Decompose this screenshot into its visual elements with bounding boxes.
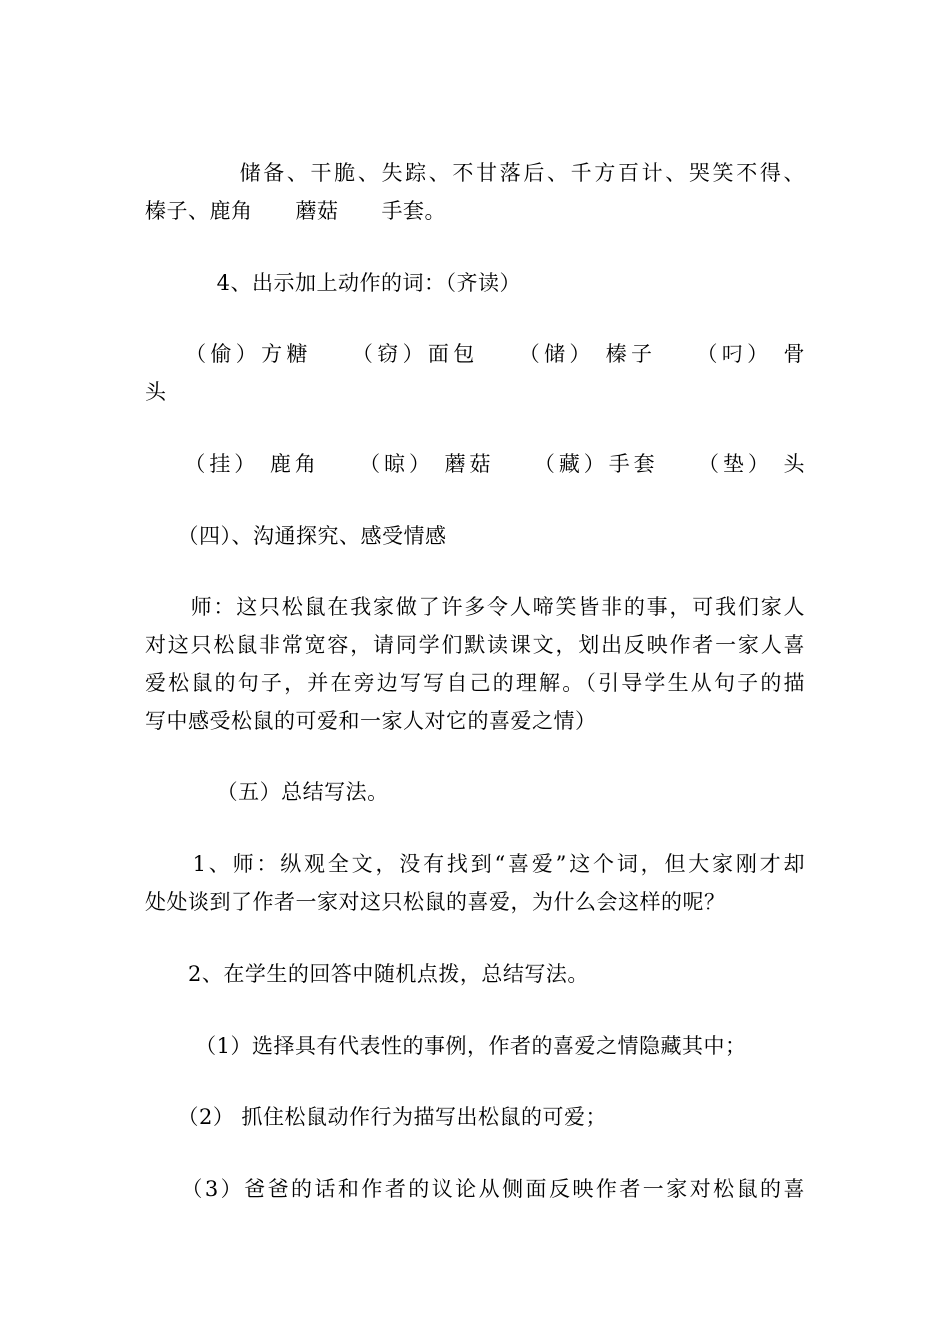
text-line-9: 对这只松鼠非常宽容，请同学们默读课文，划出反映作者一家人喜 <box>145 633 805 657</box>
text-line-5: 头 <box>145 380 167 404</box>
text-line-14: 处处谈到了作者一家对这只松鼠的喜爱，为什么会这样的呢？ <box>145 890 726 914</box>
text-line-8: 师：这只松鼠在我家做了许多令人啼笑皆非的事，可我们家人 <box>145 595 805 619</box>
text-line-1: 储备、干脆、失踪、不甘落后、千方百计、哭笑不得、 <box>145 161 805 185</box>
text-line-11: 写中感受松鼠的可爱和一家人对它的喜爱之情） <box>145 709 597 733</box>
text-line-10: 爱松鼠的句子，并在旁边写写自己的理解。（引导学生从句子的描 <box>145 671 805 695</box>
text-line-16: （1）选择具有代表性的事例，作者的喜爱之情隐藏其中； <box>145 1034 747 1058</box>
text-line-4: （偷）方糖 （窃）面包 （储） 榛子 （叼） 骨 <box>145 342 805 366</box>
text-line-3: 4、出示加上动作的词：（齐读） <box>145 271 522 295</box>
text-line-15: 2、在学生的回答中随机点拨，总结写法。 <box>145 962 589 986</box>
text-line-13: 1、师：纵观全文，没有找到“喜爱”这个词，但大家刚才却 <box>145 852 805 876</box>
text-line-6: （挂） 鹿角 （晾） 蘑菇 （藏）手套 （垫） 头 <box>145 452 805 476</box>
text-line-18: （3）爸爸的话和作者的议论从侧面反映作者一家对松鼠的喜 <box>145 1177 805 1201</box>
text-line-17: （2） 抓住松鼠动作行为描写出松鼠的可爱； <box>145 1105 608 1129</box>
section-heading-5: （五）总结写法。 <box>145 780 389 804</box>
section-heading-4: （四）、沟通探究、感受情感 <box>145 524 447 548</box>
text-line-2: 榛子、鹿角 蘑菇 手套。 <box>145 199 446 223</box>
